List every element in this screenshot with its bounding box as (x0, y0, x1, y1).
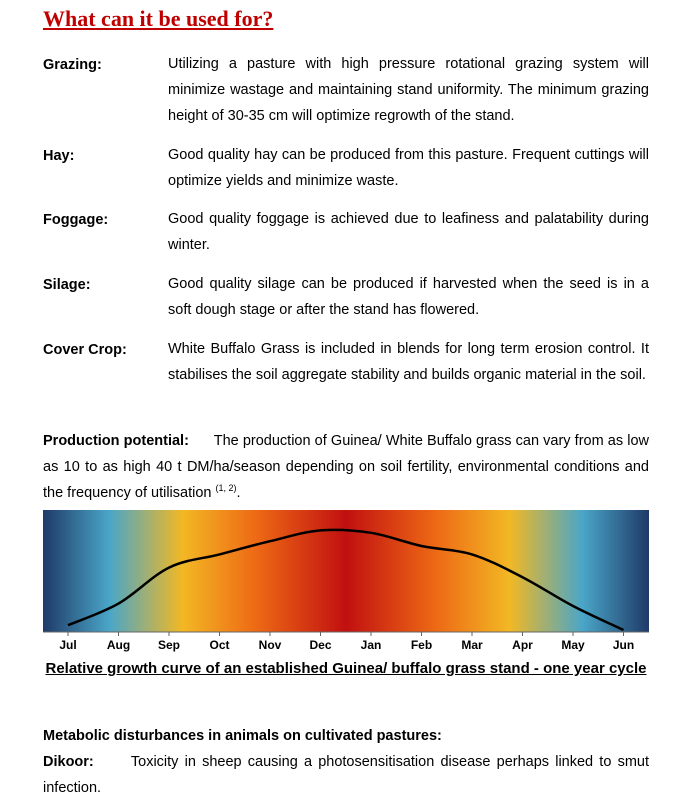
use-term: Grazing: (43, 57, 102, 73)
use-description: Good quality silage can be produced if harvested when the seed is in a soft dough stage or after the stand has flowered. (168, 276, 649, 318)
production-label: Production potential: (43, 433, 189, 449)
x-tick-label-aug: Aug (106, 638, 131, 652)
dikoor-term: Dikoor: (43, 754, 94, 770)
chart-caption: Relative growth curve of an established Guinea/ buffalo grass stand - one year cycle (45, 660, 647, 677)
x-tick-label-jul: Jul (59, 638, 77, 652)
x-tick-label-sep: Sep (157, 638, 181, 652)
x-tick-label-dec: Dec (309, 638, 332, 652)
use-term: Hay: (43, 148, 75, 164)
x-tick-label-apr: Apr (512, 638, 533, 652)
x-tick-label-oct: Oct (209, 638, 230, 652)
growth-chart (43, 510, 649, 670)
x-tick-label-jun: Jun (612, 638, 635, 652)
production-text: The production of Guinea/ White Buffalo grass can vary from as low as 10 to as high 40 t DM/ha/season depending on soil fertility, environmental conditions and the frequency of utilisation (43, 433, 650, 501)
x-tick-label-mar: Mar (461, 638, 483, 652)
x-tick-label-jan: Jan (360, 638, 382, 652)
production-paragraph (43, 428, 649, 506)
page-title: What can it be used for? (43, 6, 274, 31)
dikoor-paragraph (43, 749, 649, 801)
x-tick-label-feb: Feb (410, 638, 433, 652)
use-description: Good quality foggage is achieved due to leafiness and palatability during winter. (168, 211, 649, 253)
use-term: Silage: (43, 277, 91, 293)
x-tick-label-nov: Nov (258, 638, 282, 652)
use-description: Utilizing a pasture with high pressure rotational grazing system will minimize wastage and maintaining stand uniformity. The minimum grazing height of 30-35 cm will optimize regrowth of the stand. (168, 56, 649, 124)
production-end: . (236, 485, 241, 501)
dikoor-text: Toxicity in sheep causing a photosensitisation disease perhaps linked to smut infection. (43, 754, 650, 796)
reference-superscript: (1, 2) (215, 483, 237, 494)
use-term: Cover Crop: (43, 342, 127, 358)
x-tick-label-may: May (561, 638, 585, 652)
metabolic-heading (43, 723, 649, 749)
use-description: White Buffalo Grass is included in blends for long term erosion control. It stabilises the soil aggregate stability and builds organic material in the soil. (168, 341, 649, 383)
metabolic-heading-text: Metabolic disturbances in animals on cultivated pastures: (43, 728, 442, 744)
chart-background (43, 510, 649, 632)
use-term: Foggage: (43, 212, 109, 228)
use-description: Good quality hay can be produced from this pasture. Frequent cuttings will optimize yields and minimize waste. (168, 147, 649, 189)
